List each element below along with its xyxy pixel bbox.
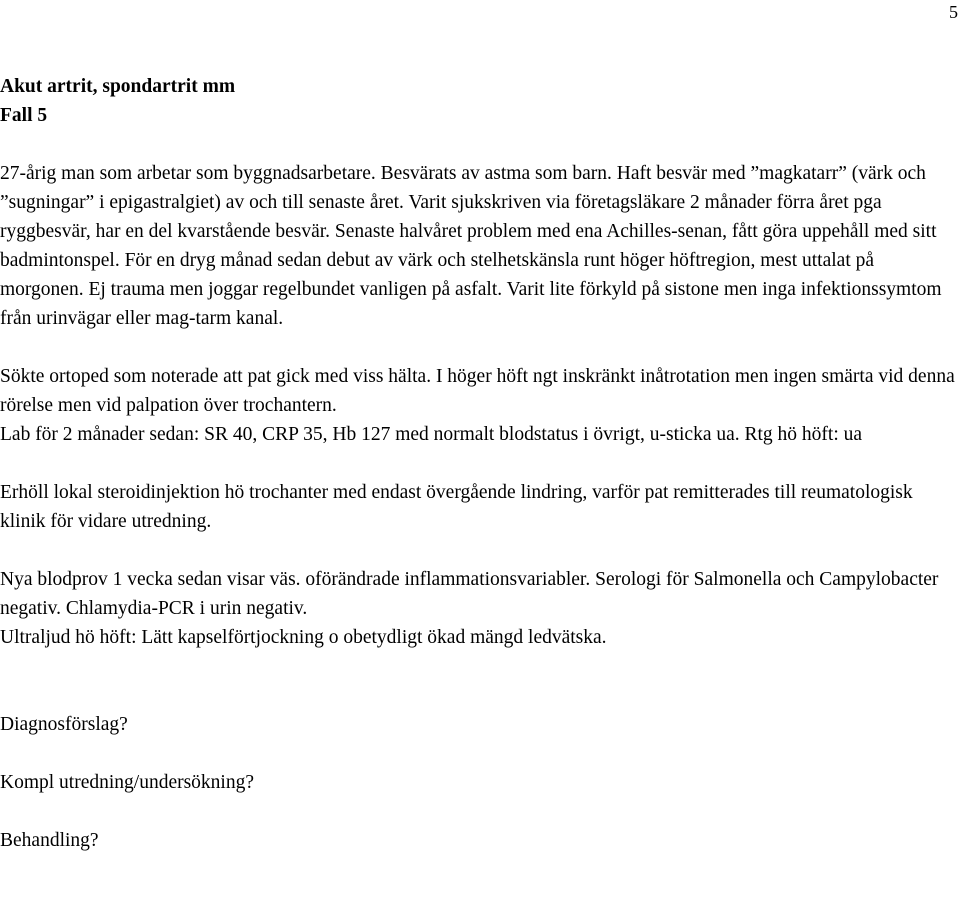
spacer (0, 797, 958, 826)
new-bloodtest-paragraph: Nya blodprov 1 vecka sedan visar väs. oförändrade inflammationsvariabler. Serologi för Salmonella och Campylobacter negativ. Chlamydia-PCR i urin negativ. (0, 569, 939, 619)
spacer (0, 449, 958, 478)
spacer (0, 130, 958, 159)
spacer (0, 652, 958, 710)
lab-results-paragraph: Lab för 2 månader sedan: SR 40, CRP 35, Hb 127 med normalt blodstatus i övrigt, u-sticka ua. Rtg hö höft: ua (0, 424, 863, 445)
orthopedic-findings-paragraph: Sökte ortoped som noterade att pat gick med viss hälta. I höger höft ngt inskränkt inåtrotation men ingen smärta vid denna rörelse men vid palpation över trochantern. (0, 366, 955, 416)
spacer (0, 536, 958, 565)
question-treatment: Behandling? (0, 830, 99, 851)
document-body (0, 72, 958, 855)
document-title: Akut artrit, spondartrit mm (0, 76, 236, 97)
ultrasound-paragraph: Ultraljud hö höft: Lätt kapselförtjockning o obetydligt ökad mängd ledvätska. (0, 627, 607, 648)
case-label: Fall 5 (0, 105, 48, 126)
question-diagnosis: Diagnosförslag? (0, 714, 128, 735)
treatment-paragraph: Erhöll lokal steroidinjektion hö trochanter med endast övergående lindring, varför pat remitterades till reumatologisk klinik för vidare utredning. (0, 482, 913, 532)
spacer (0, 739, 958, 768)
case-history-paragraph: 27-årig man som arbetar som byggnadsarbetare. Besvärats av astma som barn. Haft besvär med ”magkatarr” (värk och ”sugningar” i epigastralgiet) av och till senaste året. Varit sjukskriven via företagsläkare 2 månader förra året pga ryggbesvär, har en del kvarstående besvär. Senaste halvåret problem med ena Achilles-senan, fått göra uppehåll med sitt badmintonspel. För en dryg månad sedan debut av värk och stelhetskänsla runt höger höftregion, mest uttalat på morgonen. Ej trauma men joggar regelbundet vanligen på asfalt. Varit lite förkyld på sistone men inga infektionssymtom från urinvägar eller mag-tarm kanal. (0, 163, 942, 329)
question-investigation: Kompl utredning/undersökning? (0, 772, 255, 793)
spacer (0, 333, 958, 362)
page-number: 5 (949, 2, 958, 22)
